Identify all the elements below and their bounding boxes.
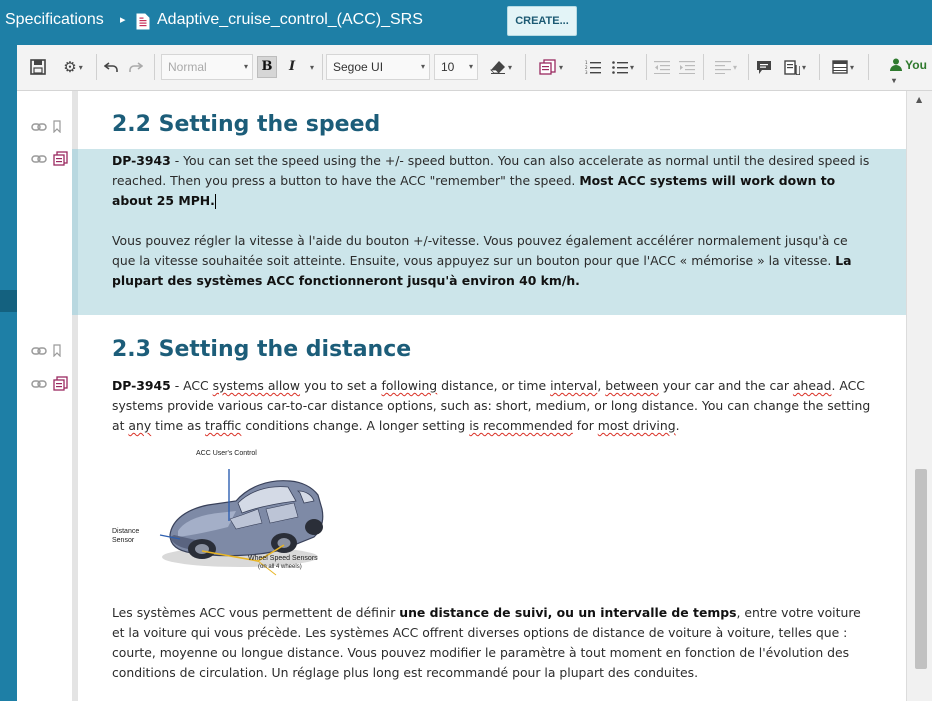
spellcheck-run: any [128, 418, 152, 433]
attachment-icon [784, 60, 800, 75]
save-button[interactable] [27, 54, 49, 80]
outdent-button[interactable] [651, 54, 673, 80]
redo-icon [128, 61, 143, 73]
chevron-down-icon: ▾ [558, 62, 563, 72]
more-format-button[interactable] [305, 54, 317, 80]
create-button[interactable]: CREATE... [507, 6, 577, 36]
requirement-text-fr[interactable] [112, 603, 872, 683]
spellcheck-run: most driving [597, 418, 676, 433]
text-run: Les systèmes ACC vous permettent de définir [112, 605, 400, 620]
bookmark-icon[interactable] [53, 120, 61, 133]
requirement-bold-fr: La plupart des systèmes ACC fonctionneront jusqu'à environ 40 km/h. [112, 253, 852, 288]
chevron-down-icon: ▾ [78, 62, 83, 72]
comment-button[interactable] [754, 54, 774, 80]
acc-car-diagram[interactable] [108, 450, 348, 592]
settings-button[interactable] [57, 54, 89, 80]
link-icon[interactable] [31, 346, 47, 356]
text-run: . [675, 418, 680, 433]
outdent-icon [654, 60, 670, 74]
chevron-down-icon: ▾ [801, 62, 806, 72]
vertical-scrollbar[interactable] [906, 91, 932, 701]
spellcheck-run: following [381, 378, 438, 393]
chevron-down-icon: ▾ [892, 76, 897, 85]
breadcrumb-separator: ▸ [120, 13, 126, 26]
requirement-icon[interactable] [53, 376, 68, 391]
requirement-icon [539, 59, 557, 75]
chevron-down-icon: ▾ [732, 62, 737, 72]
text-run: for [572, 418, 598, 433]
text-run: conditions change. A longer setting [241, 418, 470, 433]
requirement-body-fr: Vous pouvez régler la vitesse à l'aide du bouton +/-vitesse. Vous pouvez également accélérer normalement jusqu'à ce que la vitesse souhaitée soit atteinte. Ensuite, vous appuyez sur un bouton pour que l'ACC « mémorise » la vitesse. [112, 233, 848, 268]
chevron-down-icon: ▾ [629, 62, 634, 72]
breadcrumb-specifications[interactable]: Specifications [5, 11, 104, 28]
clear-format-button[interactable] [483, 54, 519, 80]
italic-button[interactable]: I [288, 59, 296, 74]
requirement-text-en[interactable] [112, 151, 872, 211]
car-illustration [108, 457, 348, 592]
eraser-icon [490, 60, 506, 74]
left-panel-strip [0, 45, 17, 701]
requirement-bold: Most ACC systems will work down to about 25 MPH. [112, 173, 836, 208]
chevron-down-icon: ▾ [243, 62, 248, 71]
numbered-list-button[interactable] [582, 54, 604, 80]
svg-text:1: 1 [585, 60, 588, 65]
block-marker [72, 149, 78, 315]
requirement-text-fr[interactable] [112, 231, 872, 291]
spellcheck-run: traffic [205, 418, 242, 433]
indent-icon [679, 60, 695, 74]
gutter-row-heading-22 [31, 120, 61, 133]
scroll-up-icon[interactable]: ▲ [916, 95, 923, 104]
text-run: , [597, 378, 606, 393]
left-panel-handle[interactable] [0, 290, 17, 312]
section-heading-2-2[interactable]: 2.2 Setting the speed [112, 112, 381, 137]
undo-icon [104, 61, 119, 73]
font-size-select[interactable] [434, 54, 478, 80]
gutter-row-dp-3945 [31, 376, 68, 391]
undo-button[interactable] [101, 54, 121, 80]
text-run: . ACC systems provide various car-to-car distance options, such as: short, medium, or long distance. You can change the setting at [112, 378, 871, 433]
gutter-row-heading-23 [31, 344, 61, 357]
chevron-down-icon: ▾ [420, 62, 425, 71]
attachment-button[interactable] [778, 54, 812, 80]
requirement-body: - You can set the speed using the +/- speed button. You can also accelerate as normal until the desired speed is reached. Then you press a button to have the ACC "remember" the speed. [112, 153, 870, 188]
link-icon[interactable] [31, 122, 47, 132]
text-run: , entre votre voiture et la voiture qui vous précède. Les systèmes ACC offrent diverses options de distance de voiture à voiture, telles que : courte, moyenne ou longue distance. Vous pouvez modifier le paramètre à tout moment en fonction de l'évolution des conditions de circulation. Un réglage plus long est recommandé pour la plupart des conduites. [112, 605, 861, 680]
chevron-down-icon: ▾ [468, 62, 473, 71]
gutter-row-dp-3943 [31, 151, 68, 166]
chevron-down-icon: ▾ [507, 62, 512, 72]
spellcheck-run: interval [550, 378, 598, 393]
font-size-value: 10 [441, 60, 455, 74]
spellcheck-run: is recommended [469, 418, 573, 433]
align-button[interactable] [709, 54, 743, 80]
table-button[interactable] [825, 54, 861, 80]
gear-icon: ⚙ [63, 58, 77, 76]
section-heading-2-3[interactable]: 2.3 Setting the distance [112, 337, 412, 362]
user-menu-button[interactable] [890, 58, 932, 86]
comment-icon [756, 60, 772, 75]
text-cursor [215, 194, 216, 209]
requirement-bold-fr: une distance de suivi, ou un intervalle de temps [399, 605, 737, 620]
align-left-icon [715, 60, 731, 74]
table-icon [832, 60, 848, 74]
spellcheck-run: ahead [792, 378, 832, 393]
svg-text:2: 2 [585, 65, 588, 70]
editor-toolbar [17, 45, 932, 91]
indent-button[interactable] [676, 54, 698, 80]
spellcheck-run: systems allow [212, 378, 301, 393]
requirement-id[interactable]: DP-3945 [112, 378, 171, 393]
requirement-icon[interactable] [53, 151, 68, 166]
numbered-list-icon [585, 60, 601, 74]
label-sensor: Sensor [112, 537, 135, 544]
chevron-down-icon: ▾ [849, 62, 854, 72]
bullet-list-icon [612, 60, 628, 74]
bookmark-icon[interactable] [53, 344, 61, 357]
text-run: distance, or time [437, 378, 551, 393]
link-icon[interactable] [31, 379, 47, 389]
requirement-block-dp-3943[interactable] [72, 149, 906, 315]
block-marker [72, 91, 78, 149]
text-run: you to set a [300, 378, 382, 393]
label-distance: Distance [112, 528, 140, 535]
document-icon [136, 13, 150, 30]
requirement-text-en[interactable] [112, 376, 872, 436]
requirement-id[interactable]: DP-3943 [112, 153, 171, 168]
user-icon [890, 58, 902, 71]
link-icon[interactable] [31, 154, 47, 164]
label-wheel-speed-sensors: Wheel Speed Sensors [248, 555, 318, 562]
text-run: time as [151, 418, 206, 433]
redo-button[interactable] [125, 54, 145, 80]
paragraph-style-select[interactable] [161, 54, 253, 80]
bold-button[interactable]: B [257, 56, 277, 78]
chevron-down-icon: ▾ [309, 62, 314, 72]
requirements-gutter [17, 91, 72, 701]
label-wheel-sub: (on all 4 wheels) [258, 564, 302, 570]
user-label: You [905, 58, 927, 72]
header-bar [0, 0, 932, 45]
text-run: your car and the car [658, 378, 793, 393]
label-acc-control: ACC User's Control [196, 450, 257, 457]
bullet-list-button[interactable] [607, 54, 639, 80]
scrollbar-thumb[interactable] [915, 469, 927, 669]
font-family-value: Segoe UI [333, 60, 384, 74]
spellcheck-run: between [605, 378, 659, 393]
breadcrumb-document[interactable]: Adaptive_cruise_control_(ACC)_SRS [157, 11, 423, 28]
insert-requirement-button[interactable] [531, 54, 571, 80]
paragraph-style-value: Normal [168, 60, 207, 74]
font-family-select[interactable] [326, 54, 430, 80]
document-content [72, 91, 906, 701]
text-run: - ACC [170, 378, 213, 393]
svg-text:3: 3 [585, 70, 588, 74]
save-icon [30, 59, 46, 75]
